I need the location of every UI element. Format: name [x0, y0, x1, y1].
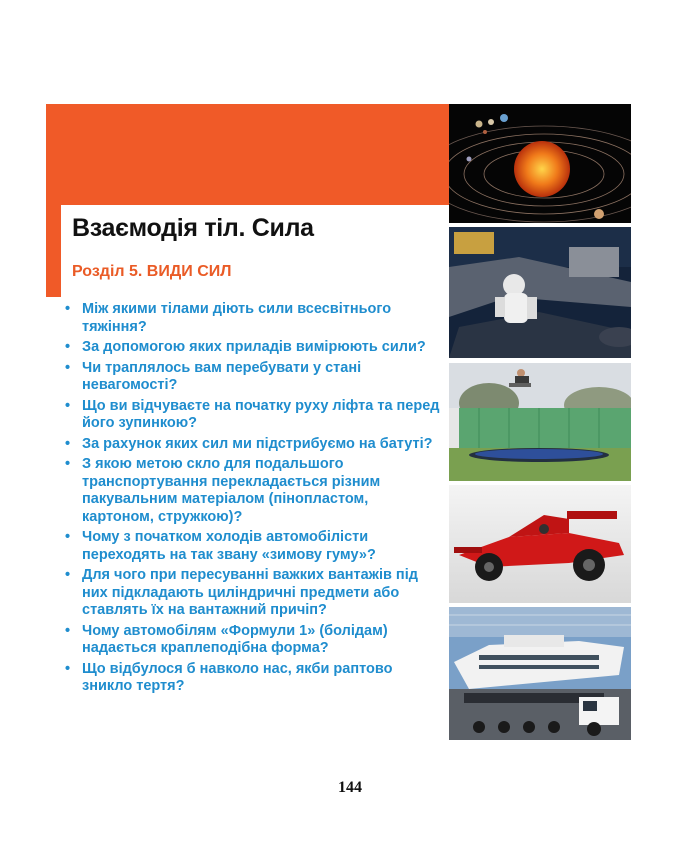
section-heading: Розділ 5. ВИДИ СИЛ	[72, 263, 232, 280]
solar-system-photo	[449, 104, 631, 223]
header-orange-strip	[46, 205, 61, 297]
page-number: 144	[338, 779, 362, 796]
bullet-icon: •	[65, 301, 71, 317]
bullet-icon: •	[65, 359, 71, 376]
question-text: Що ви відчуваєте на початку руху ліфта та перед його зупинкою?	[82, 397, 440, 431]
bullet-icon: •	[65, 435, 71, 452]
bullet-icon: •	[65, 397, 71, 414]
question-list	[62, 301, 442, 699]
list-item	[62, 456, 442, 526]
list-item	[62, 301, 442, 336]
photo-column	[449, 104, 631, 740]
bullet-icon: •	[65, 567, 71, 583]
yacht-transport-photo	[449, 607, 631, 740]
question-text: З якою метою скло для подальшого транспортування перекладається різним пакувальним матеріалом (пінопластом, картоном, стружкою)?	[82, 456, 381, 525]
question-text: За рахунок яких сил ми підстрибуємо на батуті?	[82, 435, 433, 452]
bullet-icon: •	[65, 339, 71, 355]
list-item	[62, 529, 442, 564]
list-item	[62, 567, 442, 620]
astronaut-photo	[449, 227, 631, 358]
list-item	[62, 360, 442, 395]
question-text: Чому автомобілям «Формули 1» (болідам) надається краплеподібна форма?	[82, 622, 388, 656]
list-item	[62, 398, 442, 433]
bullet-icon: •	[65, 456, 71, 472]
question-text: За допомогою яких приладів вимірюють сили?	[82, 339, 426, 355]
bullet-icon: •	[65, 622, 71, 639]
trampoline-photo	[449, 363, 631, 481]
bullet-icon: •	[65, 660, 71, 677]
formula1-photo	[449, 485, 631, 603]
header-orange-band	[46, 104, 449, 205]
question-text: Чому з початком холодів автомобілісти переходять на так звану «зимову гуму»?	[82, 529, 376, 563]
question-text: Для чого при пересуванні важких вантажів під них підкладають циліндричні предмети або ставлять їх на вантажний причіп?	[82, 567, 418, 618]
question-text: Між якими тілами діють сили всесвітнього тяжіння?	[82, 301, 392, 335]
bullet-icon: •	[65, 529, 71, 545]
list-item	[62, 623, 442, 658]
list-item	[62, 436, 442, 454]
question-text: Що відбулося б навколо нас, якби раптово зникло тертя?	[82, 660, 393, 694]
question-text: Чи траплялось вам перебувати у стані невагомості?	[82, 359, 362, 393]
page-title: Взаємодія тіл. Сила	[72, 214, 314, 242]
list-item	[62, 661, 442, 696]
list-item	[62, 339, 442, 357]
